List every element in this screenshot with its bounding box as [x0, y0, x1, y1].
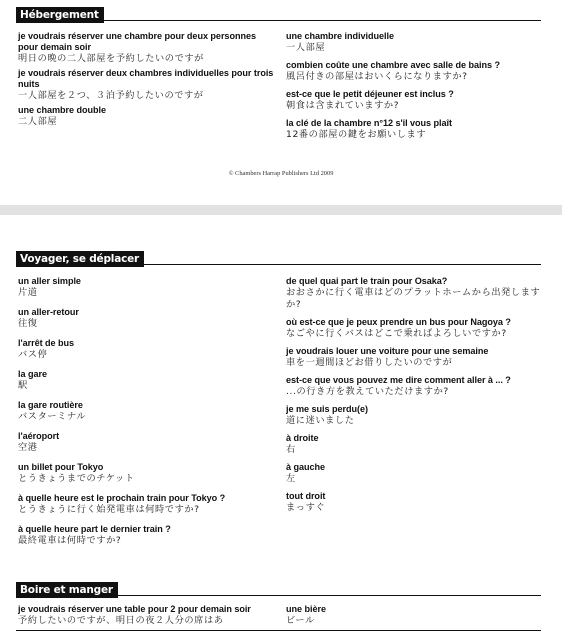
japanese-phrase: 風呂付きの部屋はおいくらになりますか?	[286, 71, 468, 82]
phrase-entry	[18, 462, 276, 485]
phrase-entry	[286, 118, 546, 141]
french-phrase: une chambre individuelle	[286, 31, 394, 41]
french-phrase: je voudrais réserver une table pour 2 pour demain soir	[18, 604, 251, 614]
japanese-phrase: 明日の晩の二人部屋を予約したいのですが	[18, 53, 204, 64]
section-title: Boire et manger	[16, 582, 118, 598]
phrase-entry	[286, 404, 544, 427]
french-phrase: la gare	[18, 369, 47, 379]
voyager-header	[16, 249, 541, 267]
japanese-phrase: バス停	[18, 349, 48, 360]
japanese-phrase: 往復	[18, 318, 38, 329]
french-phrase: une chambre double	[18, 105, 107, 115]
phrase-entry	[18, 338, 276, 361]
japanese-phrase: 二人部屋	[18, 116, 58, 127]
french-phrase: l'arrêt de bus	[18, 338, 75, 348]
phrase-entry	[18, 276, 276, 299]
japanese-phrase: おおさかに行く電車はどのプラットホームから出発しますか?	[286, 287, 541, 310]
french-phrase: une bière	[286, 604, 326, 614]
japanese-phrase: 一人部屋	[286, 42, 326, 53]
japanese-phrase: まっすぐ	[286, 502, 326, 513]
phrase-entry	[18, 431, 276, 454]
phrase-entry	[286, 31, 546, 54]
french-phrase: à gauche	[286, 462, 326, 472]
voyager-left-column	[18, 276, 276, 547]
japanese-phrase: とうきょうに行く始発電車は何時ですか?	[18, 504, 200, 515]
french-phrase: la gare routière	[18, 400, 83, 410]
phrase-entry	[18, 524, 276, 547]
section-title: Voyager, se déplacer	[16, 251, 144, 267]
hebergement-left-column	[18, 31, 276, 128]
japanese-phrase: 左	[286, 473, 296, 484]
phrase-entry	[286, 317, 544, 340]
french-phrase: de quel quai part le train pour Osaka?	[286, 276, 448, 286]
japanese-phrase: なごやに行くバスはどこで乗ればよろしいですか?	[286, 328, 507, 339]
french-phrase: l'aéroport	[18, 431, 60, 441]
hebergement-header	[16, 5, 541, 23]
japanese-phrase: 駅	[18, 380, 28, 391]
japanese-phrase: 片道	[18, 287, 38, 298]
phrase-entry	[286, 604, 544, 627]
french-phrase: je me suis perdu(e)	[286, 404, 368, 414]
japanese-phrase: ...の行き方を教えていただけますか?	[286, 386, 449, 397]
japanese-phrase: 右	[286, 444, 296, 455]
phrase-entry	[286, 375, 544, 398]
japanese-phrase: 最終電車は何時ですか?	[18, 535, 122, 546]
phrase-entry	[18, 493, 276, 516]
japanese-phrase: 12番の部屋の鍵をお願いします	[286, 129, 427, 140]
boire-header	[16, 580, 541, 598]
french-phrase: un aller simple	[18, 276, 81, 286]
french-phrase: je voudrais réserver deux chambres individuelles pour trois nuits	[18, 68, 274, 89]
section-title: Hébergement	[16, 7, 104, 23]
french-phrase: est-ce que vous pouvez me dire comment aller à ... ?	[286, 375, 511, 385]
boire-left-column	[18, 604, 280, 627]
japanese-phrase: バスターミナル	[18, 411, 87, 422]
french-phrase: à droite	[286, 433, 319, 443]
phrase-entry	[286, 276, 544, 311]
japanese-phrase: 車を一週間ほどお借りしたいのですが	[286, 357, 453, 368]
french-phrase: la clé de la chambre n°12 s'il vous plaît	[286, 118, 452, 128]
phrase-entry	[286, 60, 546, 83]
hebergement-right-column	[286, 31, 546, 141]
phrase-entry	[286, 491, 544, 514]
phrase-entry	[18, 105, 276, 128]
page-separator-band	[0, 205, 562, 215]
phrase-entry	[18, 604, 280, 627]
french-phrase: je voudrais réserver une chambre pour deux personnes pour demain soir	[18, 31, 256, 52]
french-phrase: un billet pour Tokyo	[18, 462, 104, 472]
phrase-entry	[18, 400, 276, 423]
phrase-entry	[18, 307, 276, 330]
french-phrase: où est-ce que je peux prendre un bus pour Nagoya ?	[286, 317, 511, 327]
japanese-phrase: 道に迷いました	[286, 415, 355, 426]
phrase-entry	[286, 462, 544, 485]
french-phrase: un aller-retour	[18, 307, 79, 317]
japanese-phrase: 空港	[18, 442, 38, 453]
phrase-entry	[18, 369, 276, 392]
french-phrase: je voudrais louer une voiture pour une semaine	[286, 346, 489, 356]
page-bottom-rule	[16, 630, 541, 631]
japanese-phrase: ビール	[286, 615, 315, 626]
phrase-entry	[286, 346, 544, 369]
phrase-entry	[286, 89, 546, 112]
french-phrase: combien coûte une chambre avec salle de bains ?	[286, 60, 500, 70]
phrase-entry	[18, 68, 276, 102]
french-phrase: à quelle heure est le prochain train pour Tokyo ?	[18, 493, 226, 503]
phrase-entry	[286, 433, 544, 456]
phrase-entry	[18, 31, 276, 65]
french-phrase: tout droit	[286, 491, 326, 501]
voyager-right-column	[286, 276, 544, 514]
japanese-phrase: とうきょうまでのチケット	[18, 473, 135, 484]
japanese-phrase: 朝食は含まれていますか?	[286, 100, 400, 111]
copyright-notice: © Chambers Harrap Publishers Ltd 2009	[228, 170, 334, 177]
japanese-phrase: 一人部屋を２つ、３泊予約したいのですが	[18, 90, 204, 101]
french-phrase: est-ce que le petit déjeuner est inclus ?	[286, 89, 454, 99]
boire-right-column	[286, 604, 544, 627]
french-phrase: à quelle heure part le dernier train ?	[18, 524, 171, 534]
japanese-phrase: 予約したいのですが、明日の夜２人分の席はあ	[18, 615, 224, 626]
